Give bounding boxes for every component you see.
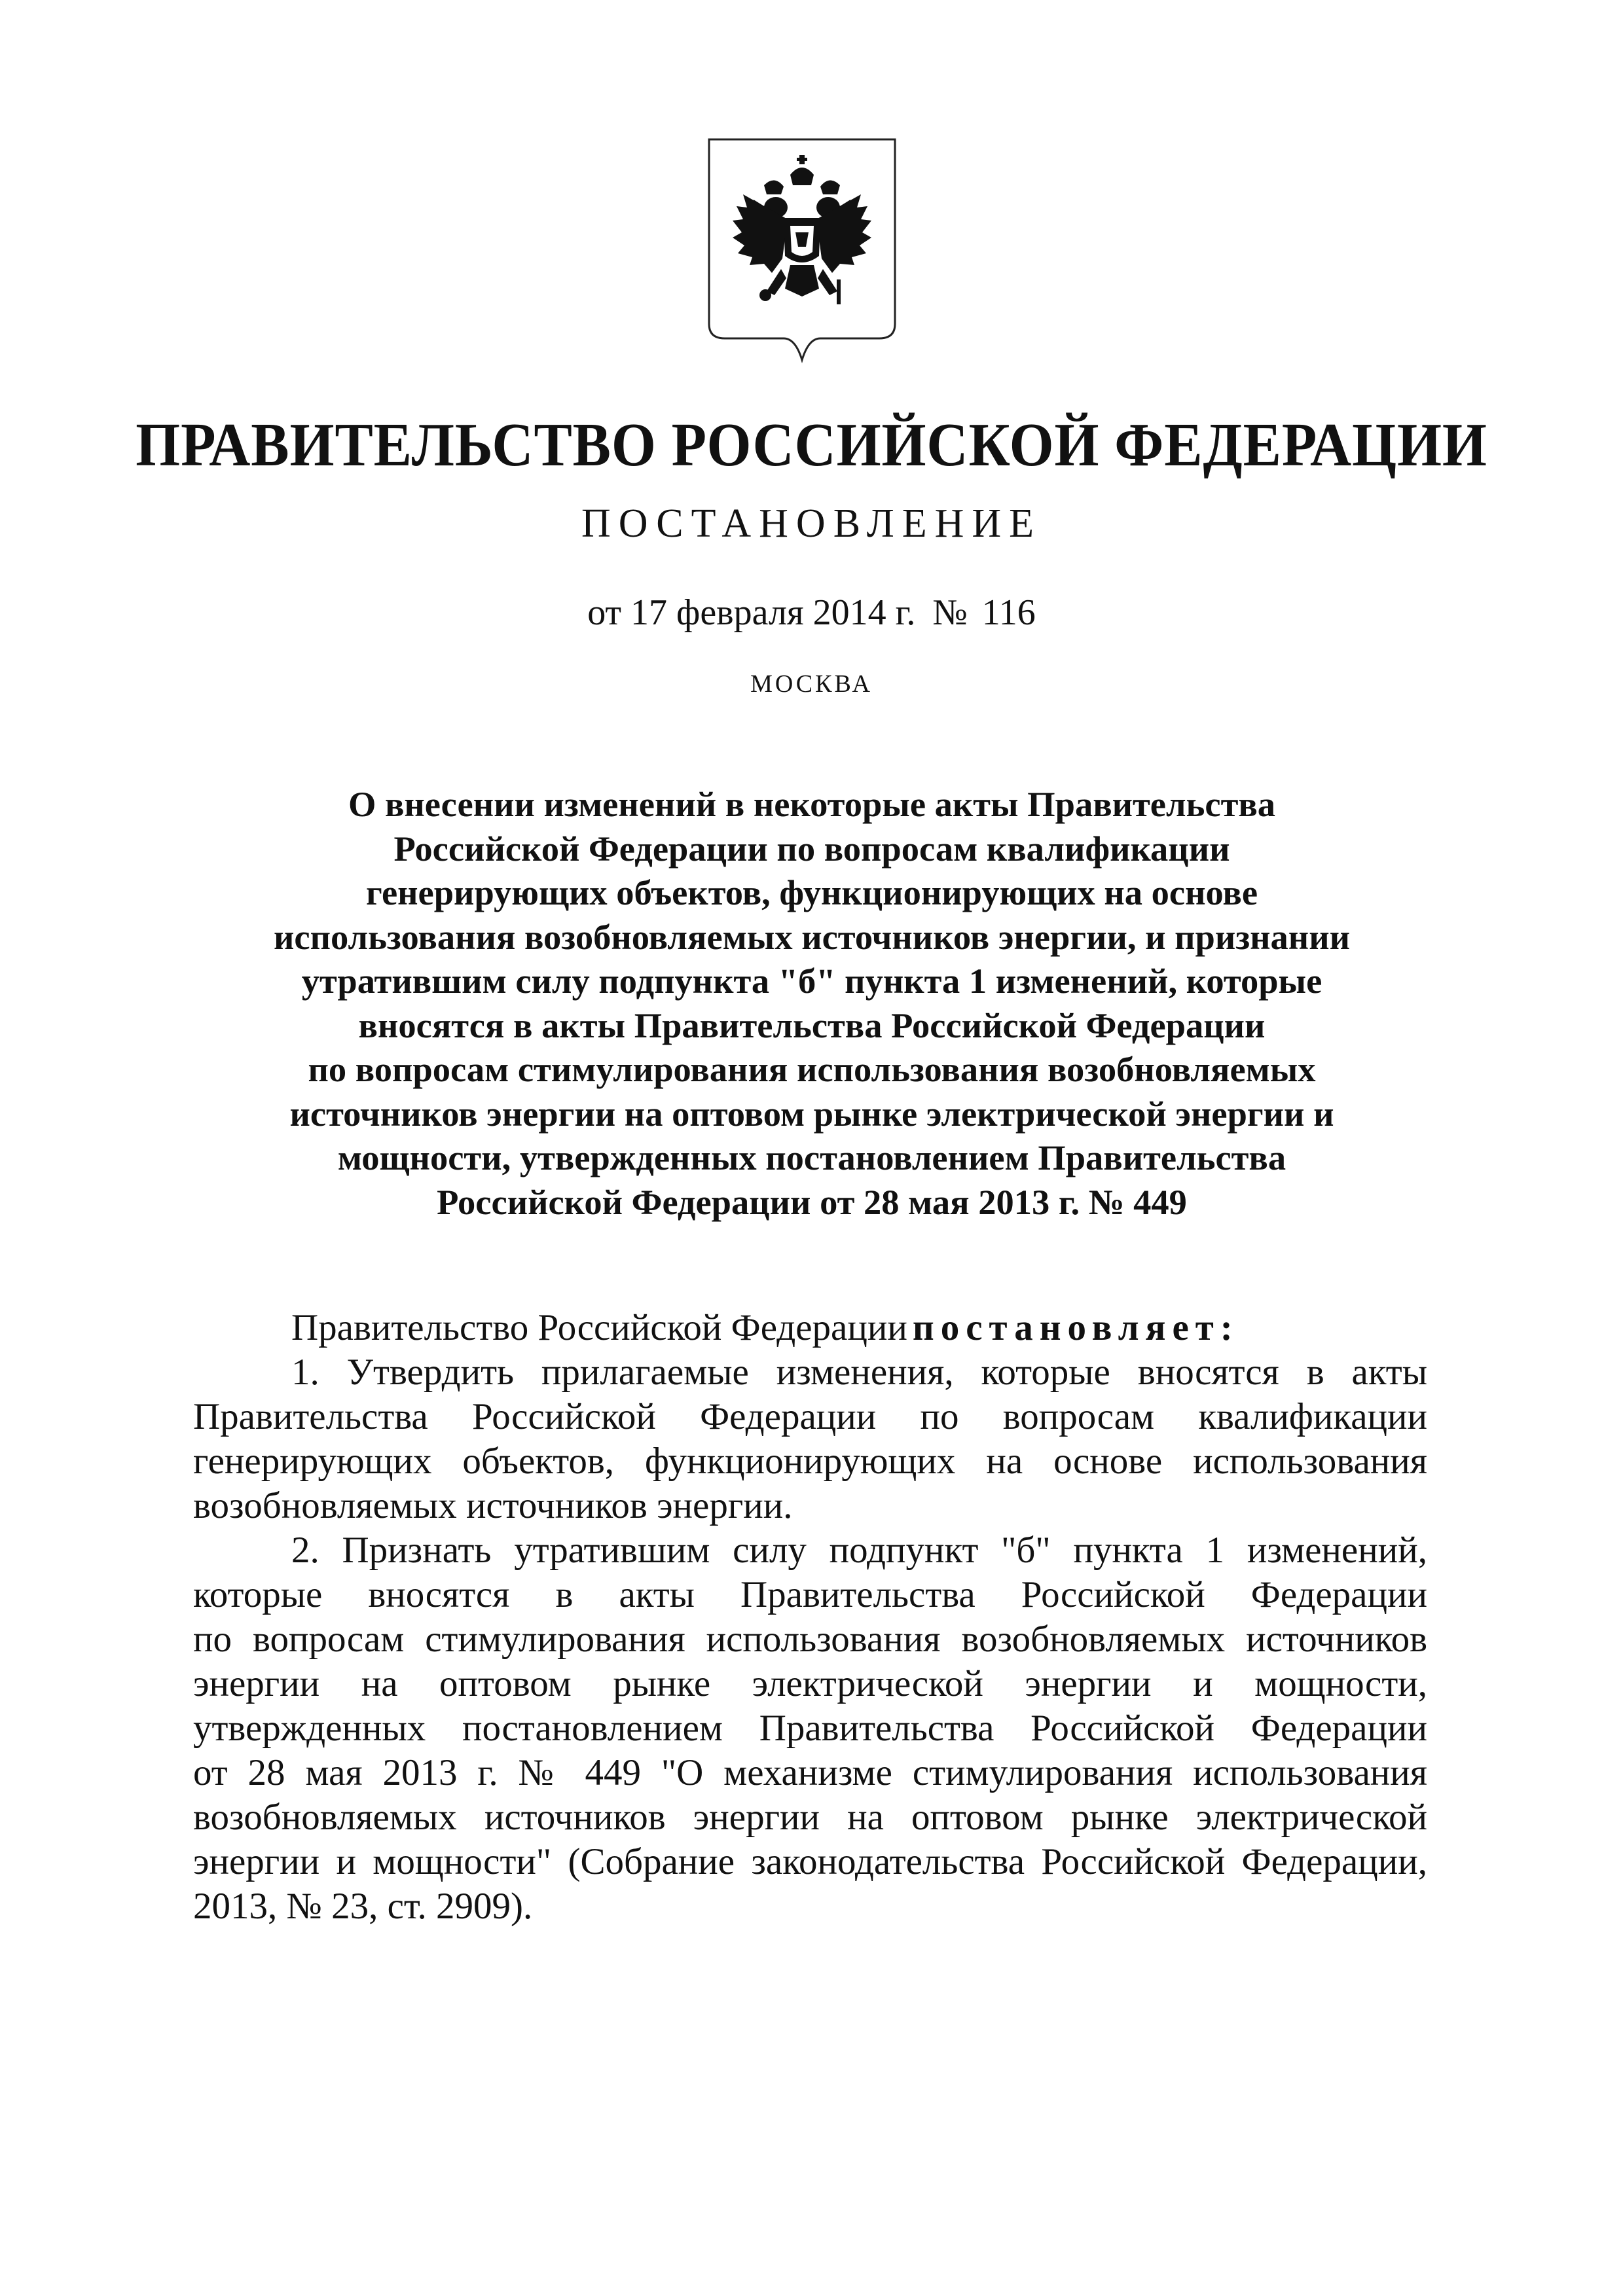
government-name-heading: ПРАВИТЕЛЬСТВО РОССИЙСКОЙ ФЕДЕРАЦИИ [136, 411, 1487, 479]
title-line: источников энергии на оптовом рынке электрической энергии и [289, 1093, 1334, 1134]
lead-text: Правительство Российской Федерации [291, 1307, 907, 1348]
document-body [193, 1306, 1427, 1929]
document-type-heading: ПОСТАНОВЛЕНИЕ [581, 501, 1042, 546]
paragraph-item-2 [193, 1528, 1427, 1929]
title-line: утратившим силу подпункта "б" пункта 1 изменений, которые [301, 961, 1322, 1001]
document-title [196, 782, 1427, 1224]
document-date: от 17 февраля 2014 г. [587, 592, 916, 633]
eagle-emblem-icon [704, 134, 900, 367]
paragraph-line: от 28 мая 2013 г. № 449 "О механизме стимулирования использования [193, 1752, 1427, 1793]
title-line: по вопросам стимулирования использования возобновляемых [308, 1049, 1316, 1089]
paragraph-line: 2. Признать утратившим силу подпункт "б" пункта 1 изменений, [291, 1530, 1427, 1571]
document-city: МОСКВА [750, 670, 873, 698]
paragraph-line: возобновляемых источников энергии. [193, 1485, 793, 1526]
document-number: 116 [981, 592, 1036, 633]
title-line: Российской Федерации по вопросам квалификации [393, 828, 1230, 869]
lead-resolves-word: постановляет: [912, 1307, 1239, 1348]
document-date-line [0, 589, 1623, 636]
title-line: мощности, утвержденных постановлением Правительства [337, 1138, 1286, 1177]
paragraph-line: 2013, № 23, ст. 2909). [193, 1886, 533, 1927]
title-line: вносятся в акты Правительства Российской Федерации [358, 1005, 1266, 1045]
number-sign: № [932, 592, 968, 633]
coat-of-arms-emblem [704, 134, 900, 367]
resolution-lead [193, 1306, 1427, 1350]
paragraph-line: энергии на оптовом рынке электрической энергии и мощности, [193, 1663, 1427, 1704]
paragraph-line: которые вносятся в акты Правительства Российской Федерации [193, 1574, 1427, 1615]
paragraph-line: генерирующих объектов, функционирующих на основе использования [193, 1441, 1427, 1482]
paragraph-line: утвержденных постановлением Правительства Российской Федерации [193, 1708, 1427, 1749]
paragraph-line: по вопросам стимулирования использования возобновляемых источников [193, 1619, 1427, 1660]
paragraph-item-1 [193, 1350, 1427, 1528]
title-line: использования возобновляемых источников энергии, и признании [274, 916, 1350, 957]
title-line: генерирующих объектов, функционирующих на основе [365, 872, 1258, 912]
paragraph-line: 1. Утвердить прилагаемые изменения, которые вносятся в акты [291, 1352, 1427, 1393]
paragraph-line: возобновляемых источников энергии на оптовом рынке электрической [193, 1797, 1427, 1838]
paragraph-line: энергии и мощности" (Собрание законодательства Российской Федерации, [193, 1841, 1427, 1882]
title-line: О внесении изменений в некоторые акты Правительства [348, 784, 1276, 824]
paragraph-line: Правительства Российской Федерации по вопросам квалификации [193, 1396, 1427, 1437]
title-line: Российской Федерации от 28 мая 2013 г. № 449 [437, 1181, 1187, 1222]
